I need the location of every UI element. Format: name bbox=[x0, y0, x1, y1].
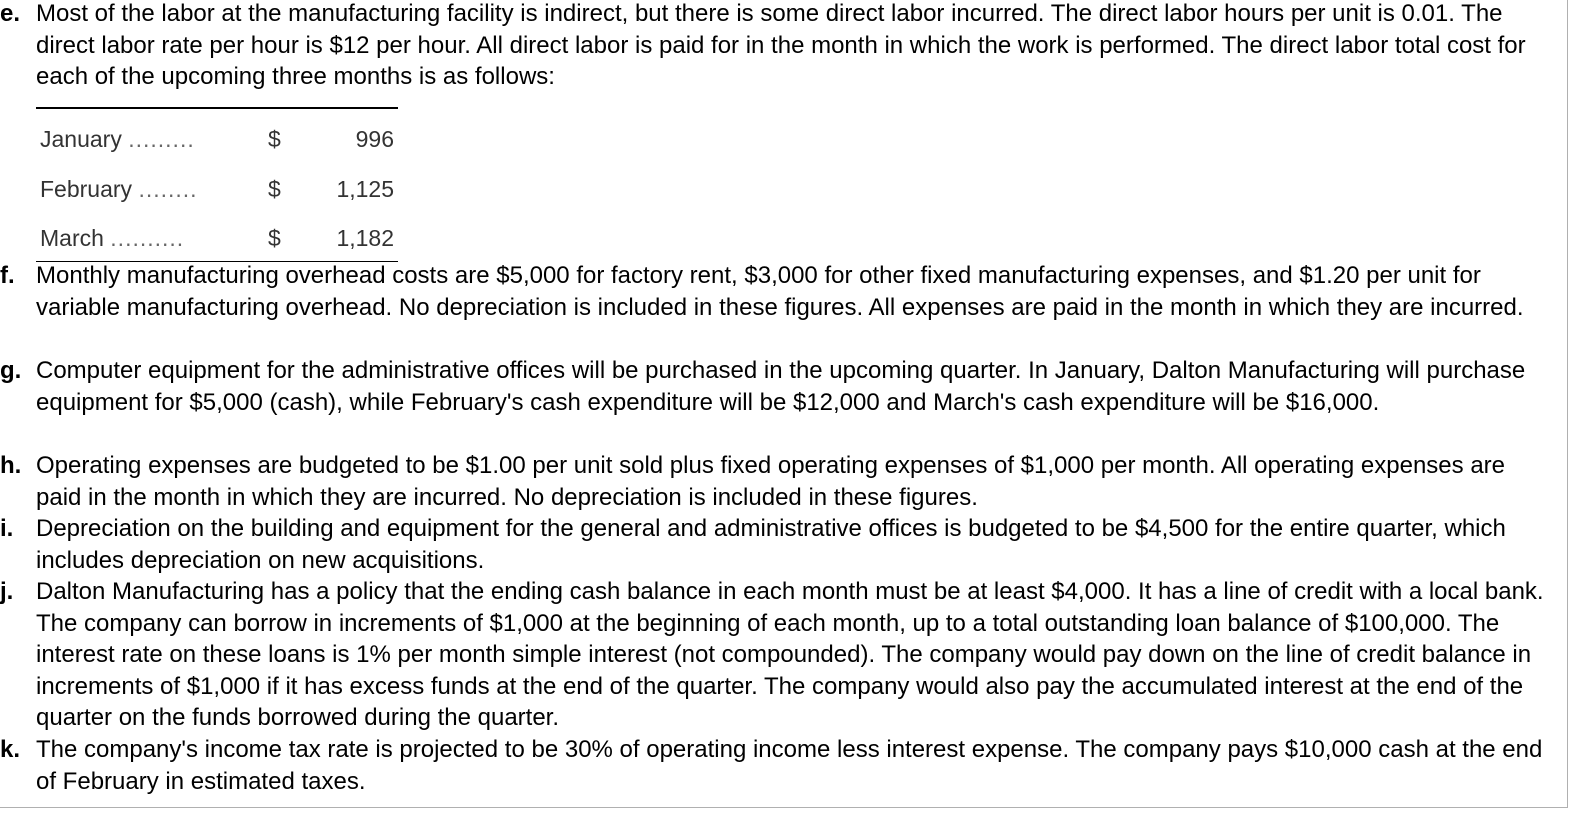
item-letter: g. bbox=[0, 357, 22, 384]
item-text: Computer equipment for the administrative offices will be purchased in the upcoming quarter. In January, Dalton Manufacturing will purchase equipment for $5,000 (cash), while February's cash expenditure will be $12,000 and March's cash expenditure will be $16,000. bbox=[36, 357, 1526, 416]
item-letter: h. bbox=[0, 452, 22, 479]
currency-symbol: $ bbox=[268, 225, 281, 251]
currency-symbol: $ bbox=[268, 176, 281, 202]
month-cell bbox=[40, 174, 198, 204]
item-text: The company's income tax rate is projected to be 30% of operating income less interest expense. The company pays $10,000 cash at the end of February in estimated taxes. bbox=[36, 736, 1543, 795]
item-letter: e. bbox=[0, 0, 21, 27]
item-letter: i. bbox=[0, 515, 14, 542]
month-label: February bbox=[40, 176, 133, 202]
month-cell bbox=[40, 223, 184, 253]
amount-cell: 1,125 bbox=[336, 176, 394, 202]
amount-cell: 996 bbox=[355, 126, 394, 152]
month-label: January bbox=[40, 126, 122, 152]
item-letter: f. bbox=[0, 262, 15, 289]
item-j bbox=[0, 576, 1556, 734]
item-text: Dalton Manufacturing has a policy that the ending cash balance in each month must be at least $4,000. It has a line of credit with a local bank. The company can borrow in increments of $1,000 at the beginning of each month, up to a total outstanding loan balance of $100,000. The interest rate on these loans is 1% per month simple interest (not compounded). The company would pay down on the line of credit balance in increments of $1,000 if it has excess funds at the end of the quarter. The company would also pay the accumulated interest at the end of the quarter on the funds borrowed during the quarter. bbox=[36, 578, 1544, 731]
month-cell bbox=[40, 124, 195, 154]
item-i bbox=[0, 513, 1556, 576]
month-label: March bbox=[40, 225, 104, 251]
amount-cell: 1,182 bbox=[336, 225, 394, 251]
leader-dots: .......... bbox=[110, 225, 185, 251]
item-k bbox=[0, 734, 1556, 797]
item-h bbox=[0, 450, 1556, 513]
item-letter: k. bbox=[0, 736, 21, 763]
item-text: Depreciation on the building and equipment for the general and administrative offices is budgeted to be $4,500 for the entire quarter, which includes depreciation on new acquisitions. bbox=[36, 515, 1506, 574]
table-row bbox=[36, 174, 398, 204]
item-text: Operating expenses are budgeted to be $1.00 per unit sold plus fixed operating expenses of $1,000 per month. All operating expenses are paid in the month in which they are incurred. No depreciation is included in these figures. bbox=[36, 452, 1506, 511]
leader-dots: ........ bbox=[138, 176, 198, 202]
direct-labor-table bbox=[36, 107, 398, 262]
item-g bbox=[0, 355, 1556, 418]
table-row bbox=[36, 124, 398, 154]
item-letter: j. bbox=[0, 578, 14, 605]
item-e bbox=[0, 0, 1556, 93]
currency-symbol: $ bbox=[268, 126, 281, 152]
leader-dots: ......... bbox=[128, 126, 195, 152]
item-f bbox=[0, 260, 1556, 323]
item-text: Most of the labor at the manufacturing facility is indirect, but there is some direct labor incurred. The direct labor hours per unit is 0.01. The direct labor rate per hour is $12 per hour. All direct labor is paid for in the month in which the work is performed. The direct labor total cost for each of the upcoming three months is as follows: bbox=[36, 0, 1526, 90]
table-row bbox=[36, 223, 398, 253]
item-text: Monthly manufacturing overhead costs are $5,000 for factory rent, $3,000 for other fixed manufacturing expenses, and $1.20 per unit for variable manufacturing overhead. No depreciation is included in these figures. All expenses are paid in the month in which they are incurred. bbox=[36, 262, 1524, 321]
